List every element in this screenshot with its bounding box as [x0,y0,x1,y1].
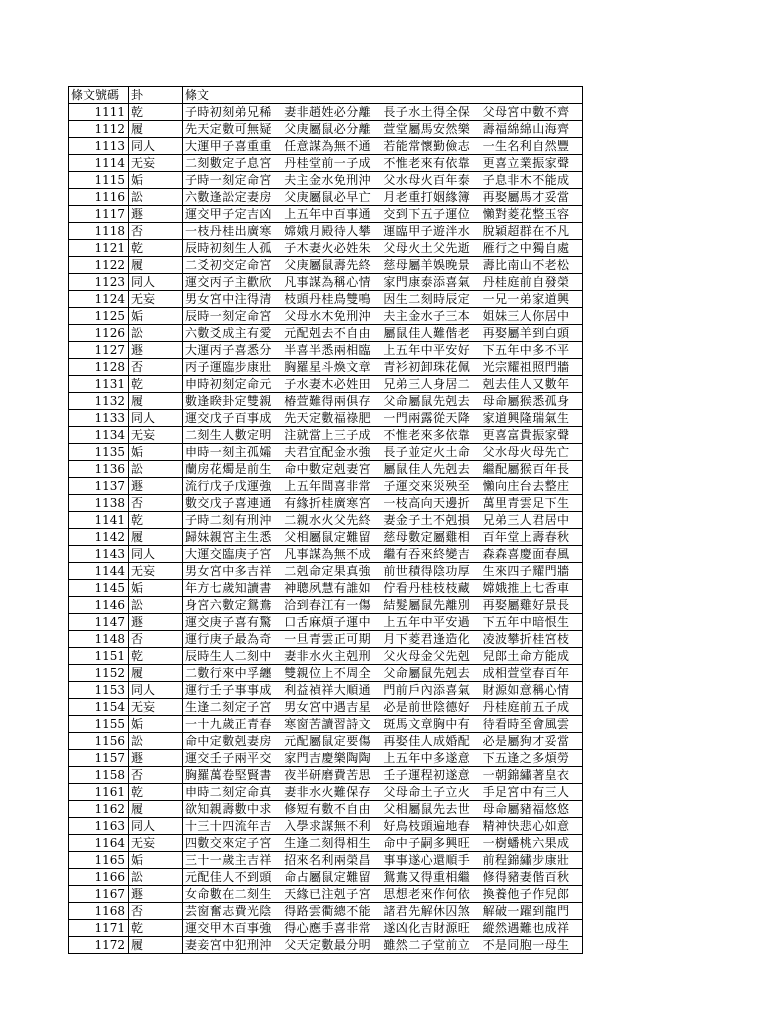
verse-text-cell[interactable]: 二數行來中孚纏 雙親位上不周全 父命屬鼠先剋去 成相萱堂春百年 [183,665,583,682]
hexagram-cell[interactable]: 无妄 [129,699,183,716]
verse-text-cell[interactable]: 女命數在二刻生 天緣已注剋子宮 思想老來作何依 換養他子作兒郎 [183,886,583,903]
verse-number-cell[interactable]: 1121 [69,240,129,257]
verse-text-cell[interactable]: 年方七歲知讀書 神聰夙慧有誰如 佇看丹桂枝枝藏 嫦娥推上七香車 [183,580,583,597]
hexagram-cell[interactable]: 履 [129,257,183,274]
verse-text-cell[interactable]: 命中定數剋妻房 元配屬鼠定要傷 再娶佳人成婚配 必是屬狗才妥當 [183,733,583,750]
verse-text-cell[interactable]: 元配佳人不到頭 命占屬鼠定難留 鴛鴦又得重相繼 修得豬妻偕百秋 [183,869,583,886]
verse-number-cell[interactable]: 1168 [69,903,129,920]
table-row [69,818,583,835]
hexagram-cell[interactable]: 无妄 [129,155,183,172]
hexagram-cell[interactable]: 訟 [129,597,183,614]
verse-number-cell[interactable]: 1117 [69,206,129,223]
verse-number-cell[interactable]: 1154 [69,699,129,716]
header-hexagram[interactable]: 卦 [129,87,183,104]
hexagram-cell[interactable]: 否 [129,359,183,376]
verse-number-cell[interactable]: 1136 [69,461,129,478]
verse-number-cell[interactable]: 1167 [69,886,129,903]
hexagram-cell[interactable]: 乾 [129,648,183,665]
verse-number-cell[interactable]: 1153 [69,682,129,699]
verse-text-cell[interactable]: 欲知親壽數中求 修短有數不自由 父相屬鼠先去世 母命屬豬福悠悠 [183,801,583,818]
hexagram-cell[interactable]: 遯 [129,886,183,903]
verse-text-cell[interactable]: 一枝丹桂出廣寒 嫦娥月殿待人攀 運臨甲子遊泮水 脫穎超群在不凡 [183,223,583,240]
verse-number-cell[interactable]: 1152 [69,665,129,682]
verse-text-cell[interactable]: 運行壬子事事成 利益禎祥大順通 門前戶內添喜氣 財源如意稱心情 [183,682,583,699]
table-row [69,223,583,240]
table-row [69,546,583,563]
verse-number-cell[interactable]: 1127 [69,342,129,359]
verse-number-cell[interactable]: 1132 [69,393,129,410]
verse-text-cell[interactable]: 丙子運臨步康壯 胸羅星斗煥文章 青衫初卸珠花佩 光宗耀祖照門牆 [183,359,583,376]
hexagram-cell[interactable]: 同人 [129,410,183,427]
verse-number-cell[interactable]: 1172 [69,937,129,954]
verse-number-cell[interactable]: 1116 [69,189,129,206]
table-body [69,104,583,954]
verse-number-cell[interactable]: 1161 [69,784,129,801]
hexagram-cell[interactable]: 訟 [129,461,183,478]
verse-number-cell[interactable]: 1144 [69,563,129,580]
verse-text-cell[interactable]: 生逢二刻定子宮 男女宮中遇吉星 必是前世陰德好 丹桂庭前五子成 [183,699,583,716]
hexagram-cell[interactable]: 无妄 [129,835,183,852]
hexagram-cell[interactable]: 履 [129,801,183,818]
verse-text-cell[interactable]: 辰時生人二刻中 妻非水火主剋刑 父火母金父先剋 兒郎土命方能成 [183,648,583,665]
hexagram-cell[interactable]: 履 [129,393,183,410]
verse-number-cell[interactable]: 1113 [69,138,129,155]
table-row [69,699,583,716]
hexagram-cell[interactable]: 履 [129,529,183,546]
table-row [69,580,583,597]
verse-number-cell[interactable]: 1124 [69,291,129,308]
hexagram-cell[interactable]: 乾 [129,104,183,121]
table-row [69,121,583,138]
verse-number-cell[interactable]: 1143 [69,546,129,563]
verse-text-cell[interactable]: 四數交來定子宮 生逢二刻得相生 命中子嗣多興旺 一樹蟠桃六果成 [183,835,583,852]
verse-text-cell[interactable]: 一十九歲正青春 寒窗苦讀習詩文 斑馬文章胸中有 待看時至會風雲 [183,716,583,733]
verse-number-cell[interactable]: 1166 [69,869,129,886]
verse-text-cell[interactable]: 妻妾宮中犯刑沖 父天定數最分明 雖然二子堂前立 不是同胞一母生 [183,937,583,954]
verse-number-cell[interactable]: 1171 [69,920,129,937]
table-row [69,104,583,121]
verse-text-cell[interactable]: 芸窗奮志費光陰 得路雲衢總不能 諸君先解休囚煞 解破一躍到龍門 [183,903,583,920]
hexagram-cell[interactable]: 姤 [129,172,183,189]
hexagram-cell[interactable]: 姤 [129,716,183,733]
table-row [69,682,583,699]
table-row [69,512,583,529]
verse-number-cell[interactable]: 1114 [69,155,129,172]
table-row [69,155,583,172]
verse-text-cell[interactable]: 歸妹親宮主生悉 父相屬鼠定難留 慈母數定屬雞相 百年堂上壽春秋 [183,529,583,546]
table-row [69,393,583,410]
verse-text-cell[interactable]: 男女宮中注得清 枝頭丹桂鳥雙鳴 因生二刻時辰定 一兄一弟家道興 [183,291,583,308]
hexagram-cell[interactable]: 訟 [129,869,183,886]
verse-number-cell[interactable]: 1138 [69,495,129,512]
verse-number-cell[interactable]: 1134 [69,427,129,444]
verse-number-cell[interactable]: 1145 [69,580,129,597]
verse-number-cell[interactable]: 1135 [69,444,129,461]
table-row [69,733,583,750]
hexagram-cell[interactable]: 乾 [129,512,183,529]
table-row [69,529,583,546]
verse-number-cell[interactable]: 1146 [69,597,129,614]
hexagram-cell[interactable]: 否 [129,767,183,784]
table-row [69,563,583,580]
hexagram-cell[interactable]: 姤 [129,852,183,869]
verse-text-cell[interactable]: 二爻初交定命宮 父庚屬鼠壽先終 慈母屬羊娛晚景 壽比南山不老松 [183,257,583,274]
verse-number-cell[interactable]: 1123 [69,274,129,291]
verse-number-cell[interactable]: 1164 [69,835,129,852]
hexagram-cell[interactable]: 乾 [129,240,183,257]
verse-text-cell[interactable]: 辰時初刻生人孤 子木妻火必姓朱 父母火土父先逝 雁行之中獨自處 [183,240,583,257]
verse-text-cell[interactable]: 男女宮中多吉祥 二剋命定果真強 前世積得陰功厚 生來四子耀門牆 [183,563,583,580]
hexagram-cell[interactable]: 遯 [129,342,183,359]
verse-number-cell[interactable]: 1151 [69,648,129,665]
verse-text-cell[interactable]: 運交戊子百事成 先天定數福祿肥 一門兩露從天降 家道興隆瑞氣生 [183,410,583,427]
verse-text-cell[interactable]: 胸羅萬卷堅賢書 夜半研磨費苦思 壬子運程初遂意 一朝錦繡著皇衣 [183,767,583,784]
hexagram-cell[interactable]: 姤 [129,580,183,597]
table-row [69,240,583,257]
hexagram-cell[interactable]: 否 [129,495,183,512]
verse-number-cell[interactable]: 1128 [69,359,129,376]
hexagram-cell[interactable]: 訟 [129,189,183,206]
table-row [69,750,583,767]
hexagram-cell[interactable]: 乾 [129,784,183,801]
hexagram-cell[interactable]: 乾 [129,920,183,937]
table-row [69,784,583,801]
header-row [69,87,583,104]
hexagram-cell[interactable]: 履 [129,937,183,954]
hexagram-cell[interactable]: 訟 [129,325,183,342]
verse-number-cell[interactable]: 1141 [69,512,129,529]
verse-number-cell[interactable]: 1147 [69,614,129,631]
verse-number-cell[interactable]: 1165 [69,852,129,869]
table-row [69,172,583,189]
table-row [69,478,583,495]
hexagram-cell[interactable]: 遯 [129,206,183,223]
table-row [69,631,583,648]
hexagram-cell[interactable]: 訟 [129,733,183,750]
table-row [69,886,583,903]
verse-text-cell[interactable]: 大運丙子喜悉分 半喜半悉兩相臨 上五年中平安好 下五年中多不平 [183,342,583,359]
hexagram-cell[interactable]: 遯 [129,614,183,631]
hexagram-cell[interactable]: 否 [129,223,183,240]
table-row [69,376,583,393]
verse-text-cell[interactable]: 運交甲木百事強 得心應手喜非常 遂凶化吉財源旺 縱然遇難也成祥 [183,920,583,937]
hexagram-cell[interactable]: 同人 [129,274,183,291]
table-row [69,852,583,869]
verse-text-cell[interactable]: 二刻生人數定明 注就當上三子成 不惟老來多依靠 更喜富貴振家聲 [183,427,583,444]
header-verse-text[interactable]: 條文 [183,87,583,104]
verse-text-cell[interactable]: 辰時一刻定命宮 父母水木免刑沖 夫主金水子三本 姐妹三人你居中 [183,308,583,325]
verse-text-cell[interactable]: 二刻數定子息宮 丹桂堂前一子成 不惟老來有依靠 更喜立業振家聲 [183,155,583,172]
hexagram-cell[interactable]: 同人 [129,138,183,155]
verse-number-cell[interactable]: 1112 [69,121,129,138]
verse-text-cell[interactable]: 三十一歲主吉祥 招來名利兩榮昌 事事遂心還順手 前程錦繡步康壯 [183,852,583,869]
hexagram-cell[interactable]: 否 [129,631,183,648]
table-row [69,257,583,274]
hexagram-cell[interactable]: 同人 [129,682,183,699]
table-row [69,410,583,427]
verse-text-cell[interactable]: 蘭房花燭是前生 命中數定剋妻宮 屬鼠佳人先剋去 繼配屬猴百年長 [183,461,583,478]
verse-number-cell[interactable]: 1126 [69,325,129,342]
verse-number-cell[interactable]: 1142 [69,529,129,546]
table-row [69,359,583,376]
verse-text-cell[interactable]: 運交甲子定吉凶 上五年中百事通 交到下五子運位 懶對菱花整玉容 [183,206,583,223]
hexagram-cell[interactable]: 无妄 [129,291,183,308]
hexagram-cell[interactable]: 姤 [129,444,183,461]
table-row [69,937,583,954]
verse-text-cell[interactable]: 流行戊子戊運強 上五年間喜非常 子運交來災殃至 懶向庄台去整庄 [183,478,583,495]
table-row [69,920,583,937]
table-row [69,835,583,852]
verse-number-cell[interactable]: 1133 [69,410,129,427]
table-row [69,903,583,920]
verse-number-cell[interactable]: 1131 [69,376,129,393]
verse-text-cell[interactable]: 子時初刻弟兄稀 妻非趙姓必分離 長子水土得全保 父母宮中數不齊 [183,104,583,121]
table-row [69,444,583,461]
table-row [69,665,583,682]
table-row [69,427,583,444]
verse-text-cell[interactable]: 大運交臨庚子宮 凡事謀為無不成 繼有吞來終變吉 森森喜慶面春風 [183,546,583,563]
table-row [69,308,583,325]
table-row [69,495,583,512]
verse-text-cell[interactable]: 運交庚子喜有驚 口舌麻煩子運中 上五年中平安過 下五年中暗恨生 [183,614,583,631]
table-row [69,325,583,342]
table-row [69,614,583,631]
table-row [69,597,583,614]
verse-text-cell[interactable]: 申時初刻定命元 子水妻木必姓田 兄弟三人身居二 剋去佳人又數年 [183,376,583,393]
hexagram-cell[interactable]: 履 [129,665,183,682]
hexagram-cell[interactable]: 姤 [129,308,183,325]
verse-text-cell[interactable]: 子時二刻有刑沖 二親水火父先終 妻金子土不剋損 兄弟三人君居中 [183,512,583,529]
verse-text-cell[interactable]: 身宮六數定鴛鴦 洽到春江有一傷 結髮屬鼠先離別 再娶屬雞好景長 [183,597,583,614]
verse-number-cell[interactable]: 1115 [69,172,129,189]
verse-text-cell[interactable]: 六數爻成主有愛 元配剋去不自由 屬鼠佳人難偕老 再娶屬羊到白頭 [183,325,583,342]
verse-text-cell[interactable]: 六數逢訟定妻房 父庚屬鼠必早亡 月老重打姻緣簿 再娶屬馬才妥當 [183,189,583,206]
table-row [69,342,583,359]
table-row [69,291,583,308]
verse-number-cell[interactable]: 1158 [69,767,129,784]
verse-number-cell[interactable]: 1148 [69,631,129,648]
verse-text-cell[interactable]: 子時一刻定命宮 夫主金水免刑沖 父水母火百年泰 子息非木不能成 [183,172,583,189]
verse-text-cell[interactable]: 申時一刻主孤孀 夫君宜配金水強 長子並定火土命 父水母火母先亡 [183,444,583,461]
hexagram-cell[interactable]: 同人 [129,818,183,835]
verse-number-cell[interactable]: 1162 [69,801,129,818]
hexagram-cell[interactable]: 履 [129,121,183,138]
verse-table [68,86,583,954]
table-row [69,461,583,478]
verse-text-cell[interactable]: 先天定數可無疑 父庚屬鼠必分離 萱堂屬馬安然樂 壽福綿綿山海齊 [183,121,583,138]
verse-text-cell[interactable]: 大運甲子喜重重 任意謀為無不通 若能常懷勤儉志 一生名利自然豐 [183,138,583,155]
verse-text-cell[interactable]: 運交壬子兩平交 家門吉慶樂陶陶 上五年中多遂意 下五逢之多煩勞 [183,750,583,767]
verse-number-cell[interactable]: 1111 [69,104,129,121]
hexagram-cell[interactable]: 无妄 [129,563,183,580]
verse-number-cell[interactable]: 1157 [69,750,129,767]
table-row [69,189,583,206]
verse-text-cell[interactable]: 運交丙子主歡欣 凡事謀為稱心情 家門康泰添喜氣 丹桂庭前自發榮 [183,274,583,291]
hexagram-cell[interactable]: 乾 [129,376,183,393]
table-row [69,138,583,155]
verse-text-cell[interactable]: 運行庚子最為奇 一旦青雲正可期 月下菱君逢造化 凌波攀折桂宮枝 [183,631,583,648]
verse-text-cell[interactable]: 申時二刻定命真 妻非水火難保存 父母命土子立火 手足宮中有三人 [183,784,583,801]
hexagram-cell[interactable]: 无妄 [129,427,183,444]
table-row [69,767,583,784]
verse-number-cell[interactable]: 1118 [69,223,129,240]
table-row [69,716,583,733]
verse-number-cell[interactable]: 1163 [69,818,129,835]
verse-text-cell[interactable]: 數逢睽卦定雙親 椿萱難得兩俱存 父命屬鼠先剋去 母命屬猴悉孤身 [183,393,583,410]
table-row [69,869,583,886]
header-verse-number[interactable]: 條文號碼 [69,87,129,104]
verse-number-cell[interactable]: 1122 [69,257,129,274]
verse-text-cell[interactable]: 十三十四流年吉 入學求謀無不利 好鳥枝頭遍地春 精神快悲心如意 [183,818,583,835]
hexagram-cell[interactable]: 同人 [129,546,183,563]
table-row [69,206,583,223]
verse-number-cell[interactable]: 1125 [69,308,129,325]
hexagram-cell[interactable]: 遯 [129,750,183,767]
verse-number-cell[interactable]: 1155 [69,716,129,733]
verse-number-cell[interactable]: 1137 [69,478,129,495]
verse-text-cell[interactable]: 數交戊子喜連通 有緣折桂廣寒宮 一枝高向天邊折 萬里青雲足下生 [183,495,583,512]
verse-number-cell[interactable]: 1156 [69,733,129,750]
table-row [69,801,583,818]
table-row [69,274,583,291]
table-row [69,648,583,665]
hexagram-cell[interactable]: 遯 [129,478,183,495]
hexagram-cell[interactable]: 否 [129,903,183,920]
